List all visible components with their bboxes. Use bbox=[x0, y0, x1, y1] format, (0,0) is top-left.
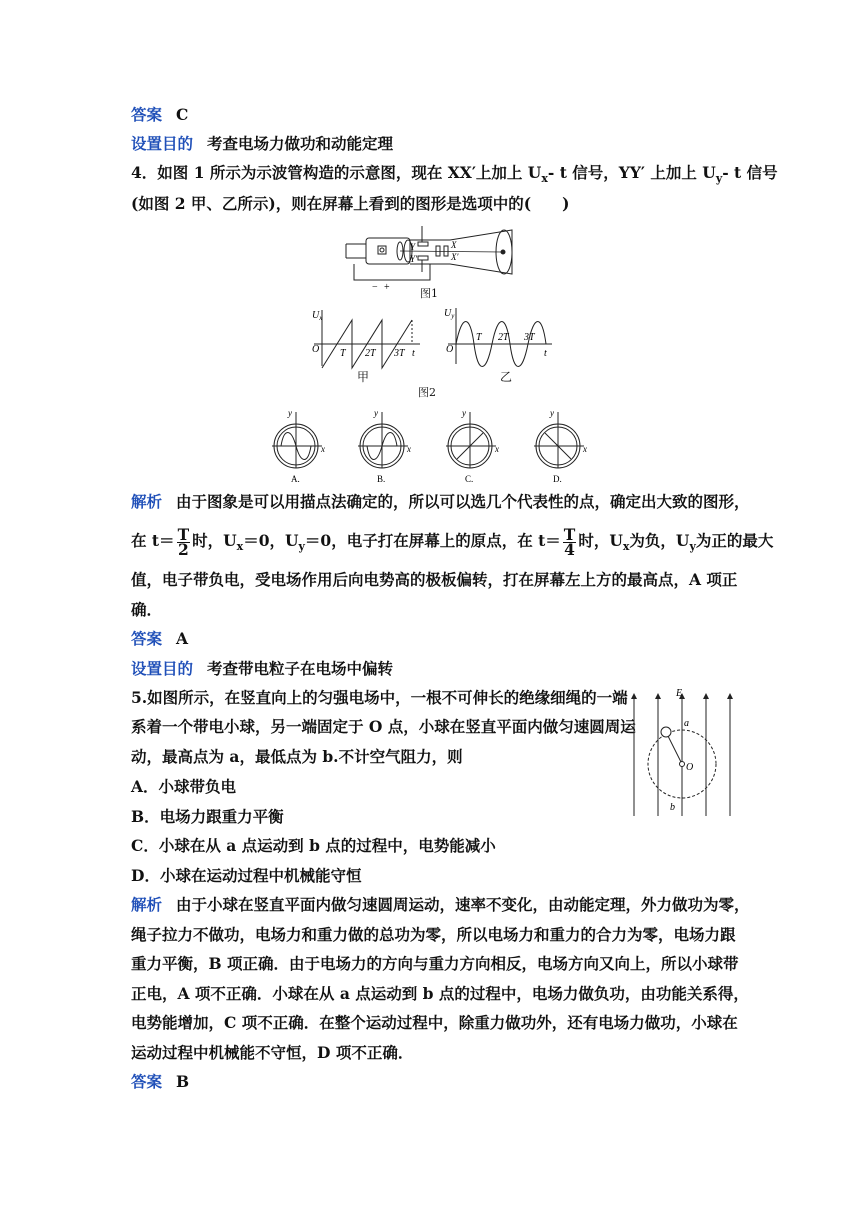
q5-option-A: A．小球带负电 bbox=[131, 777, 237, 796]
question-number: 4． bbox=[131, 163, 158, 182]
stem-sub: y bbox=[715, 172, 723, 186]
q5-analysis-line1 bbox=[131, 894, 750, 916]
analysis-text: 在 t＝ bbox=[131, 531, 175, 550]
q4-answer-line bbox=[131, 628, 188, 650]
label-a: a bbox=[684, 718, 689, 729]
q5-analysis-line5: 电势能增加，C 项不正确．在整个运动过程中，除重力做功外，还有电场力做功，小球在 bbox=[131, 1013, 738, 1032]
yi-caption: 乙 bbox=[500, 370, 513, 384]
q4-stem-line2: (如图 2 甲、乙所示)，则在屏幕上看到的图形是选项中的( ) bbox=[131, 194, 570, 213]
q3-answer-line bbox=[131, 104, 188, 126]
answer-label: 答案 bbox=[131, 105, 163, 124]
q5-stem-line1: 5.如图所示，在竖直向上的匀强电场中，一根不可伸长的绝缘细绳的一端 bbox=[131, 688, 628, 707]
jia-ylabel: $U_x$ bbox=[312, 310, 323, 322]
axis-y: y bbox=[462, 408, 466, 418]
frac-num: T bbox=[177, 524, 190, 544]
frac-den: 4 bbox=[564, 539, 575, 559]
stem-text: - t 信号 bbox=[722, 163, 778, 182]
yi-tick-T: T bbox=[476, 332, 482, 343]
frac-num: T bbox=[563, 524, 576, 544]
purpose-label: 设置目的 bbox=[131, 134, 194, 153]
axis-y: y bbox=[288, 408, 292, 418]
analysis-text: 为正的最大 bbox=[695, 531, 774, 550]
analysis-text: ＝0，电子打在屏幕上的原点，在 t＝ bbox=[304, 531, 561, 550]
frac-den: 2 bbox=[177, 539, 189, 559]
label-plus: + bbox=[384, 282, 390, 293]
axis-x: x bbox=[583, 444, 587, 454]
yi-tick-3T: 3T bbox=[524, 332, 535, 343]
option-B-screen bbox=[352, 406, 418, 486]
label-Xp: X′ bbox=[451, 252, 459, 262]
yi-tick-2T: 2T bbox=[498, 332, 509, 343]
q5-option-B: B．电场力跟重力平衡 bbox=[131, 807, 284, 826]
axis-y: y bbox=[374, 408, 378, 418]
axis-x: x bbox=[495, 444, 499, 454]
option-label: A. bbox=[291, 474, 300, 484]
axis-y: y bbox=[550, 408, 554, 418]
purpose-text: 考查电场力做功和动能定理 bbox=[207, 134, 394, 153]
jia-tick-2T: 2T bbox=[365, 348, 376, 359]
label-O: O bbox=[686, 762, 694, 773]
q3-purpose-line bbox=[131, 133, 393, 155]
yi-ylabel: $U_y$ bbox=[444, 308, 455, 320]
q4-purpose-line bbox=[131, 658, 393, 680]
option-label: C. bbox=[465, 474, 474, 484]
jia-origin: O bbox=[312, 344, 320, 355]
purpose-text: 考查带电粒子在电场中偏转 bbox=[207, 659, 394, 678]
answer-value: A bbox=[176, 629, 189, 648]
axis-x: x bbox=[321, 444, 325, 454]
q5-option-C: C．小球在从 a 点运动到 b 点的过程中，电势能减小 bbox=[131, 836, 496, 855]
answer-value: C bbox=[176, 105, 189, 124]
yi-origin: O bbox=[446, 344, 454, 355]
fraction-T-over-4 bbox=[563, 524, 577, 559]
label-X: X bbox=[451, 240, 457, 250]
q4-stem-line1 bbox=[131, 162, 778, 190]
stem-text: 如图 1 所示为示波管构造的示意图，现在 XX′上加上 U bbox=[157, 163, 542, 182]
label-minus: − bbox=[372, 282, 378, 293]
analysis-label: 解析 bbox=[131, 492, 163, 511]
jia-xlabel: t bbox=[412, 348, 415, 359]
label-b: b bbox=[670, 802, 675, 813]
q5-analysis-line2: 绳子拉力不做功，电场力和重力做的总功为零，所以电场力和重力的合力为零，电场力跟 bbox=[131, 925, 736, 944]
sub: x bbox=[622, 540, 630, 554]
answer-label: 答案 bbox=[131, 629, 163, 648]
analysis-text: 由于图象是可以用描点法确定的，所以可以选几个代表性的点，确定出大致的图形， bbox=[176, 492, 750, 511]
option-D-screen bbox=[528, 406, 594, 486]
yi-xlabel: t bbox=[544, 348, 547, 359]
sub: y bbox=[298, 540, 305, 554]
field-diagram bbox=[630, 686, 734, 820]
analysis-label: 解析 bbox=[131, 895, 163, 914]
q5-analysis-line6: 运动过程中机械能不守恒，D 项不正确． bbox=[131, 1043, 414, 1062]
analysis-text: 由于小球在竖直平面内做匀速圆周运动，速率不变化，由动能定理，外力做功为零， bbox=[176, 895, 750, 914]
option-label: B. bbox=[377, 474, 386, 484]
jia-tick-3T: 3T bbox=[394, 348, 405, 359]
jia-tick-T: T bbox=[340, 348, 346, 359]
q5-analysis-line4: 正电，A 项不正确．小球在从 a 点运动到 b 点的过程中，电场力做负功，由功能关系得， bbox=[131, 984, 749, 1003]
analysis-text: 为负，U bbox=[629, 531, 690, 550]
q4-analysis-line3: 值，电子带负电，受电场作用后向电势高的极板偏转，打在屏幕左上方的最高点，A 项正 bbox=[131, 570, 738, 589]
label-Y: Y bbox=[410, 242, 416, 252]
option-A-screen bbox=[266, 406, 332, 486]
stem-text: - t 信号，YY′ 上加上 U bbox=[547, 163, 716, 182]
graph-yi bbox=[440, 304, 555, 368]
jia-caption: 甲 bbox=[357, 370, 370, 384]
axis-x: x bbox=[407, 444, 411, 454]
fig2-caption: 图2 bbox=[418, 386, 436, 399]
analysis-text: ＝0，U bbox=[243, 531, 299, 550]
label-Yp: Y′ bbox=[410, 254, 417, 264]
q5-answer-line bbox=[131, 1071, 189, 1093]
option-C-screen bbox=[440, 406, 506, 486]
q5-analysis-line3: 重力平衡，B 项正确．由于电场力的方向与重力方向相反，电场方向又向上，所以小球带 bbox=[131, 954, 739, 973]
q5-option-D: D．小球在运动过程中机械能守恒 bbox=[131, 866, 362, 885]
analysis-text: 时，U bbox=[192, 531, 237, 550]
q5-stem-line2: 系着一个带电小球，另一端固定于 O 点，小球在竖直平面内做匀速圆周运 bbox=[131, 717, 636, 736]
sub: x bbox=[236, 540, 244, 554]
answer-label: 答案 bbox=[131, 1072, 163, 1091]
q4-analysis-line1 bbox=[131, 491, 750, 513]
analysis-text: 时，U bbox=[578, 531, 623, 550]
q4-analysis-line2 bbox=[131, 526, 773, 562]
answer-value: B bbox=[176, 1072, 190, 1091]
q4-analysis-line4: 确． bbox=[131, 600, 163, 619]
fraction-T-over-2 bbox=[177, 524, 191, 559]
label-E: E bbox=[676, 688, 683, 699]
purpose-label: 设置目的 bbox=[131, 659, 194, 678]
option-label: D. bbox=[553, 474, 562, 484]
sub: y bbox=[689, 540, 696, 554]
graph-jia bbox=[308, 306, 423, 370]
q5-stem-line3: 动，最高点为 a，最低点为 b.不计空气阻力，则 bbox=[131, 747, 463, 766]
fig1-caption: 图1 bbox=[420, 287, 438, 300]
stem-sub: x bbox=[541, 172, 548, 186]
